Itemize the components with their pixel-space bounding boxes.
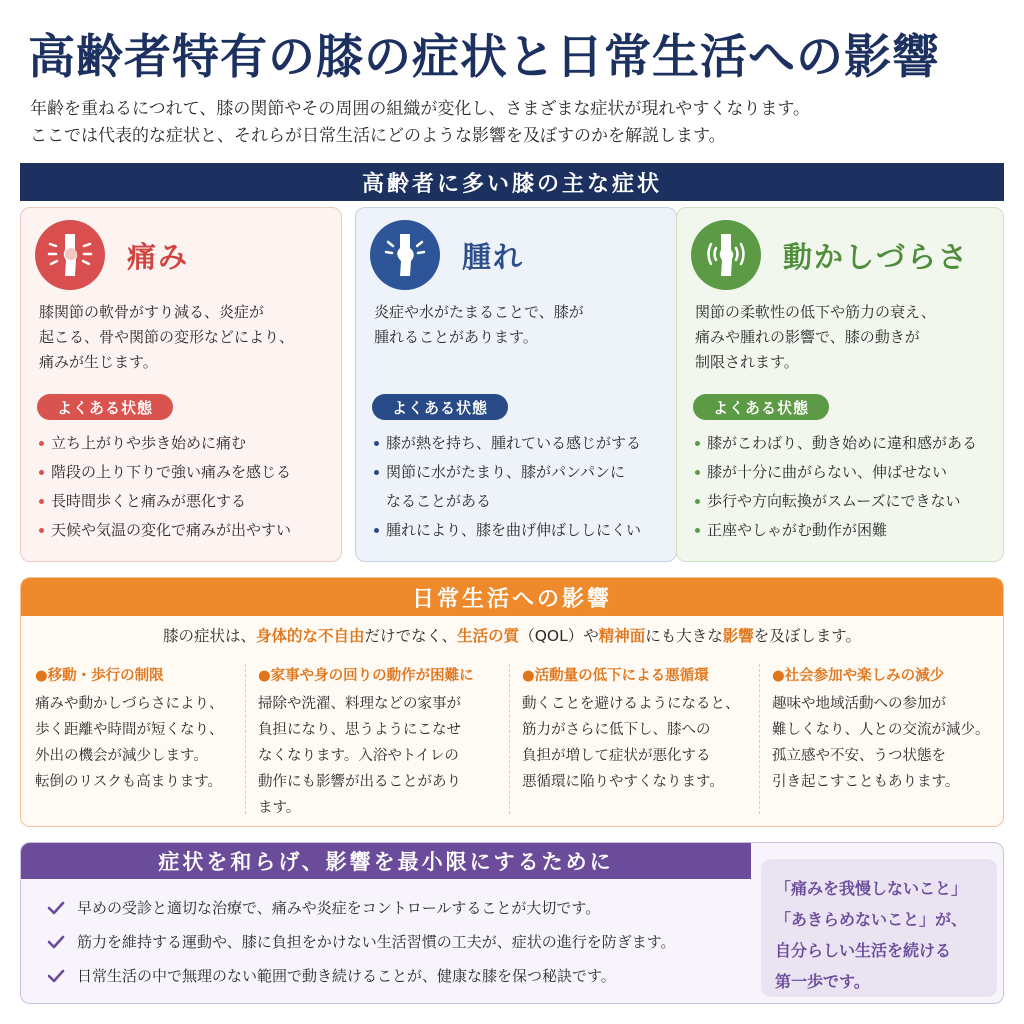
check-icon <box>47 899 65 917</box>
impact-item-title: ●移動・歩行の制限 <box>35 668 164 684</box>
symptom-list-swelling <box>372 429 641 545</box>
impact-item-body: 動くことを避けるようになると、 筋力がさらに低下し、膝への 負担が増して症状が悪化する 悪循環に陥りやすくなります。 <box>522 696 740 790</box>
lead-text: （QOL）や <box>519 627 599 645</box>
desc-line: 関節の柔軟性の低下や筋力の衰え、 <box>695 303 936 321</box>
common-state-pill: よくある状態 <box>693 394 829 420</box>
common-state-pill: よくある状態 <box>372 394 508 420</box>
desc-line: 炎症や水がたまることで、膝が <box>374 303 584 321</box>
bullet-dot-icon <box>695 528 700 533</box>
list-item: 立ち上がりや歩き始めに痛む <box>37 429 291 458</box>
tip-item: 早めの受診と適切な治療で、痛みや炎症をコントロールすることが大切です。 <box>47 891 676 925</box>
symptom-list-stiffness <box>693 429 977 545</box>
list-item: 膝が十分に曲がらない、伸ばせない <box>693 458 977 487</box>
bullet-dot-icon <box>695 441 700 446</box>
list-item: 腫れにより、膝を曲げ伸ばししにくい <box>372 516 641 545</box>
impact-item-title: ●活動量の低下による悪循環 <box>522 668 709 684</box>
bullet-dot-icon <box>39 499 44 504</box>
list-item: 天候や気温の変化で痛みが出やすい <box>37 516 291 545</box>
card-desc-swelling <box>374 300 664 350</box>
card-desc-stiffness <box>695 300 985 375</box>
bullet-dot-icon <box>695 499 700 504</box>
bullet-dot-icon <box>374 441 379 446</box>
desc-line: 痛みが生じます。 <box>39 353 158 371</box>
list-item: 正座やしゃがむ動作が困難 <box>693 516 977 545</box>
list-item: 長時間歩くと痛みが悪化する <box>37 487 291 516</box>
lead-highlight: 生活の質 <box>457 627 520 645</box>
impact-item-vicious-cycle <box>509 664 741 814</box>
lead-text: にも大きな <box>645 627 723 645</box>
bullet-dot-icon <box>39 528 44 533</box>
bullet-dot-icon <box>695 470 700 475</box>
desc-line: 制限されます。 <box>695 353 799 371</box>
intro-line-2: ここでは代表的な症状と、それらが日常生活にどのような影響を及ぼすのかを解説します。 <box>30 126 726 146</box>
desc-line: 起こる、骨や関節の変形などにより、 <box>39 328 295 346</box>
lead-text: 膝の症状は、 <box>162 627 256 645</box>
knee-pain-icon <box>35 220 105 290</box>
desc-line: 腫れることがあります。 <box>374 328 538 346</box>
lead-highlight: 身体的な不自由 <box>255 627 365 645</box>
impact-lead <box>21 624 1003 646</box>
symptom-list-pain <box>37 429 291 545</box>
symptom-card-pain <box>20 207 342 562</box>
list-item: 歩行や方向転換がスムーズにできない <box>693 487 977 516</box>
impact-item-mobility <box>35 664 267 814</box>
symptoms-header: 高齢者に多い膝の主な症状 <box>20 163 1004 201</box>
list-item: 膝がこわばり、動き始めに違和感がある <box>693 429 977 458</box>
bullet-dot-icon <box>39 470 44 475</box>
common-state-pill: よくある状態 <box>37 394 173 420</box>
desc-line: 痛みや腫れの影響で、膝の動きが <box>695 328 920 346</box>
lead-highlight: 影響 <box>722 627 754 645</box>
check-icon <box>47 967 65 985</box>
impact-section <box>20 577 1004 827</box>
lead-text: だけでなく、 <box>364 627 458 645</box>
tips-section <box>20 842 1004 1004</box>
tip-item: 筋力を維持する運動や、膝に負担をかけない生活習慣の工夫が、症状の進行を防ぎます。 <box>47 925 676 959</box>
tips-list <box>47 891 676 993</box>
impact-item-title: ●社会参加や楽しみの減少 <box>772 668 945 684</box>
card-title-pain: 痛み <box>127 239 190 274</box>
desc-line: 膝関節の軟骨がすり減る、炎症が <box>39 303 265 321</box>
list-item-continuation: なることがある <box>386 492 492 510</box>
closing-quote: 「痛みを我慢しないこと」 「あきらめないこと」が、 自分らしい生活を続ける 第一歩です。 <box>761 859 997 997</box>
list-item: 膝が熱を持ち、腫れている感じがする <box>372 429 641 458</box>
tip-item: 日常生活の中で無理のない範囲で動き続けることが、健康な膝を保つ秘訣です。 <box>47 959 676 993</box>
impact-item-title: ●家事や身の回りの動作が困難に <box>258 668 474 684</box>
list-item: 関節に水がたまり、膝がパンパンに <box>372 458 641 487</box>
lead-highlight: 精神面 <box>598 627 646 645</box>
knee-stiffness-icon <box>691 220 761 290</box>
symptom-card-swelling <box>355 207 677 562</box>
card-title-swelling: 腫れ <box>462 239 525 274</box>
intro-line-1: 年齢を重ねるにつれて、膝の関節やその周囲の組織が変化し、さまざまな症状が現れやすくなります。 <box>30 99 810 119</box>
list-item: 階段の上り下りで強い痛みを感じる <box>37 458 291 487</box>
intro-text <box>30 96 1010 150</box>
bullet-dot-icon <box>374 528 379 533</box>
bullet-dot-icon <box>374 470 379 475</box>
lead-text: を及ぼします。 <box>753 627 862 645</box>
impact-header: 日常生活への影響 <box>21 578 1003 616</box>
impact-item-body: 痛みや動かしづらさにより、 歩く距離や時間が短くなり、 外出の機会が減少します。 転倒のリスクも高まります。 <box>35 696 224 790</box>
card-desc-pain <box>39 300 329 375</box>
impact-item-body: 掃除や洗濯、料理などの家事が 負担になり、思うようにこなせ なくなります。入浴やトイレの 動作にも影響が出ることがあり ます。 <box>258 696 461 816</box>
check-icon <box>47 933 65 951</box>
impact-item-body: 趣味や地域活動への参加が 難しくなり、人との交流が減少。 孤立感や不安、うつ状態を 引き起こすこともあります。 <box>772 696 990 790</box>
page-title: 高齢者特有の膝の症状と日常生活への影響 <box>28 30 940 85</box>
knee-swelling-icon <box>370 220 440 290</box>
symptom-card-stiffness <box>676 207 1004 562</box>
bullet-dot-icon <box>39 441 44 446</box>
impact-item-housework <box>245 664 477 814</box>
card-title-stiffness: 動かしづらさ <box>783 239 970 274</box>
tips-header: 症状を和らげ、影響を最小限にするために <box>21 843 751 879</box>
impact-item-social <box>759 664 991 814</box>
